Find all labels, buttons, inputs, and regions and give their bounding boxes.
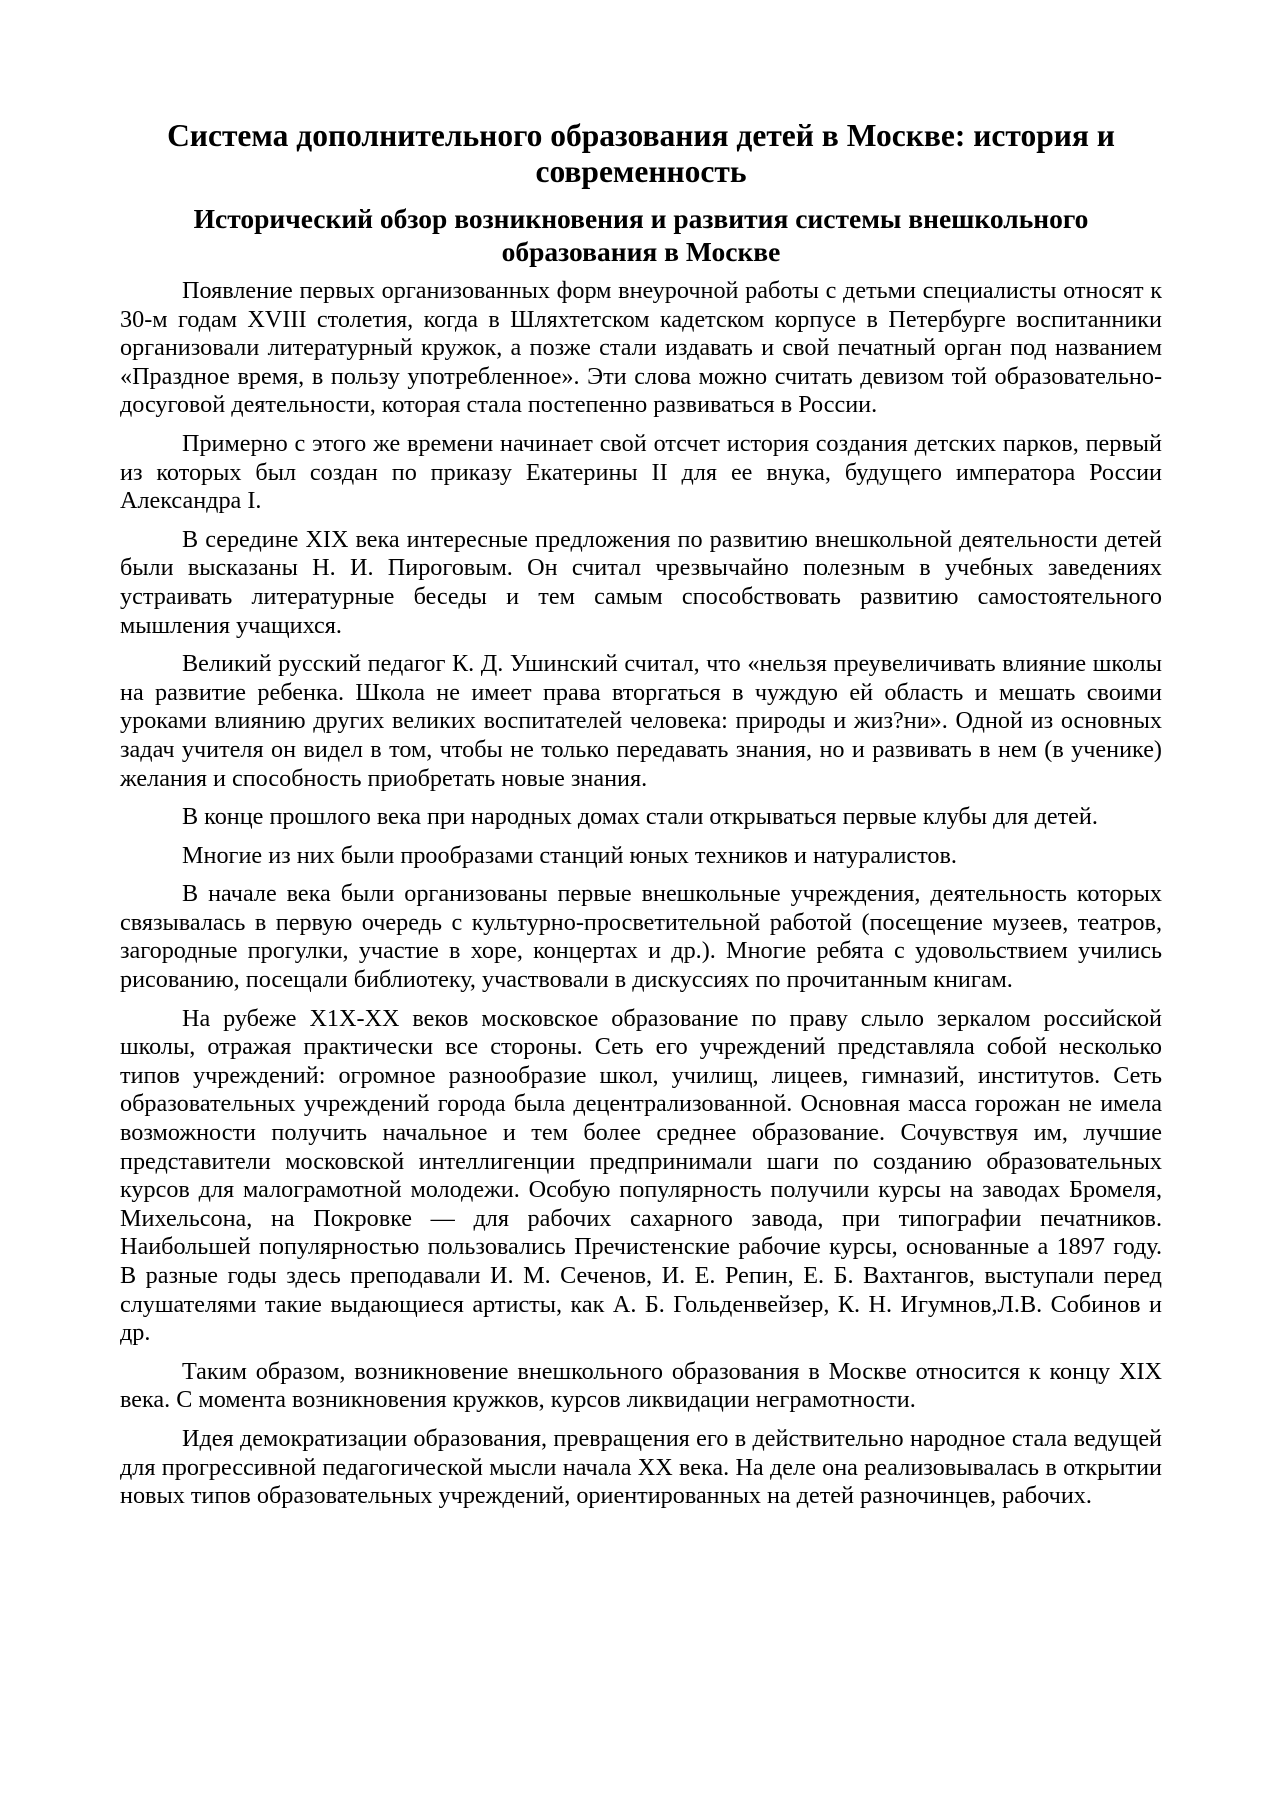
paragraph-6: Многие из них были прообразами станций юных техников и натуралистов.: [182, 841, 957, 869]
document-page: [120, 118, 1162, 1521]
paragraph-8: На рубеже Х1Х-ХХ веков московское образование по праву слыло зеркалом российской школы, отражая практически все стороны. Сеть его учреждений представляла собой несколько типов учреждений: огромное разнообразие школ, училищ, лицеев, гимназий, институтов. Сеть образовательных учреждений города была децентрализованной. Основная масса горожан не имела возможности получить начальное и тем более среднее образование. Сочувствуя им, лучшие представители московской интеллигенции предпринимали шаги по созданию образовательных курсов для малограмотной молодежи. Особую популярность получили курсы на заводах Бромеля, Михельсона, на Покровке — для рабочих сахарного завода, при типографии печатников. Наибольшей популярностью пользовались Пречистенские рабочие курсы, основанные а 1897 году. В разные годы здесь преподавали И. М. Сеченов, И. Е. Репин, Е. Б. Вахтангов, выступали перед слушателями такие выдающиеся артисты, как А. Б. Гольденвейзер, К. Н. Игумнов,Л.В. Собинов и др.: [120, 1004, 1162, 1347]
paragraph-9: Таким образом, возникновение внешкольного образования в Москве относится к концу XIX века. С момента возникновения кружков, курсов ликвидации неграмотности.: [120, 1357, 1162, 1414]
paragraph-10: Идея демократизации образования, превращения его в действительно народное стала ведущей для прогрессивной педагогической мысли начала XX века. На деле она реализовывалась в открытии новых типов образовательных учреждений, ориентированных на детей разночинцев, рабочих.: [120, 1424, 1162, 1510]
document-title: Система дополнительного образования детей в Москве: история и современность: [167, 118, 1115, 189]
paragraph-3: В середине XIX века интересные предложения по развитию внешкольной деятельности детей были высказаны Н. И. Пироговым. Он считал чрезвычайно полезным в учебных заведениях устраивать литературные беседы и тем самым способствовать развитию самостоятельного мышления учащихся.: [120, 525, 1162, 639]
paragraph-7: В начале века были организованы первые внешкольные учреждения, деятельность которых связывалась в первую очередь с культурно-просветительной работой (посещение музеев, театров, загородные прогулки, участие в хоре, концертах и др.). Многие ребята с удовольствием учились рисованию, посещали библиотеку, участвовали в дискуссиях по прочитанным книгам.: [120, 880, 1162, 994]
paragraph-4: Великий русский педагог К. Д. Ушинский считал, что «нельзя преувеличивать влияние школы на развитие ребенка. Школа не имеет права вторгаться в чуждую ей область и мешать своими уроками влиянию других великих воспитателей человека: природы и жиз?ни». Одной из основных задач учителя он видел в том, чтобы не только передавать знания, но и развивать в нем (в ученике) желания и способность приобретать новые знания.: [120, 650, 1162, 792]
paragraph-5: В конце прошлого века при народных домах стали открываться первые клубы для детей.: [182, 803, 1098, 831]
paragraph-1: Появление первых организованных форм внеурочной работы с детьми специалисты относят к 30-м годам XVIII столетия, когда в Шляхтетском кадетском корпусе в Петербурге воспитанники организовали литературный кружок, а позже стали издавать и свой печатный орган под названием «Праздное время, в пользу употребленное». Эти слова можно считать девизом той образовательно-досуговой деятельности, которая стала постепенно развиваться в России.: [120, 277, 1162, 419]
section-heading: Исторический обзор возникновения и развития системы внешкольного образования в Москве: [193, 203, 1089, 267]
paragraph-2: Примерно с этого же времени начинает свой отсчет история создания детских парков, первый из которых был создан по приказу Екатерины II для ее внука, будущего императора России Александра I.: [120, 429, 1162, 515]
